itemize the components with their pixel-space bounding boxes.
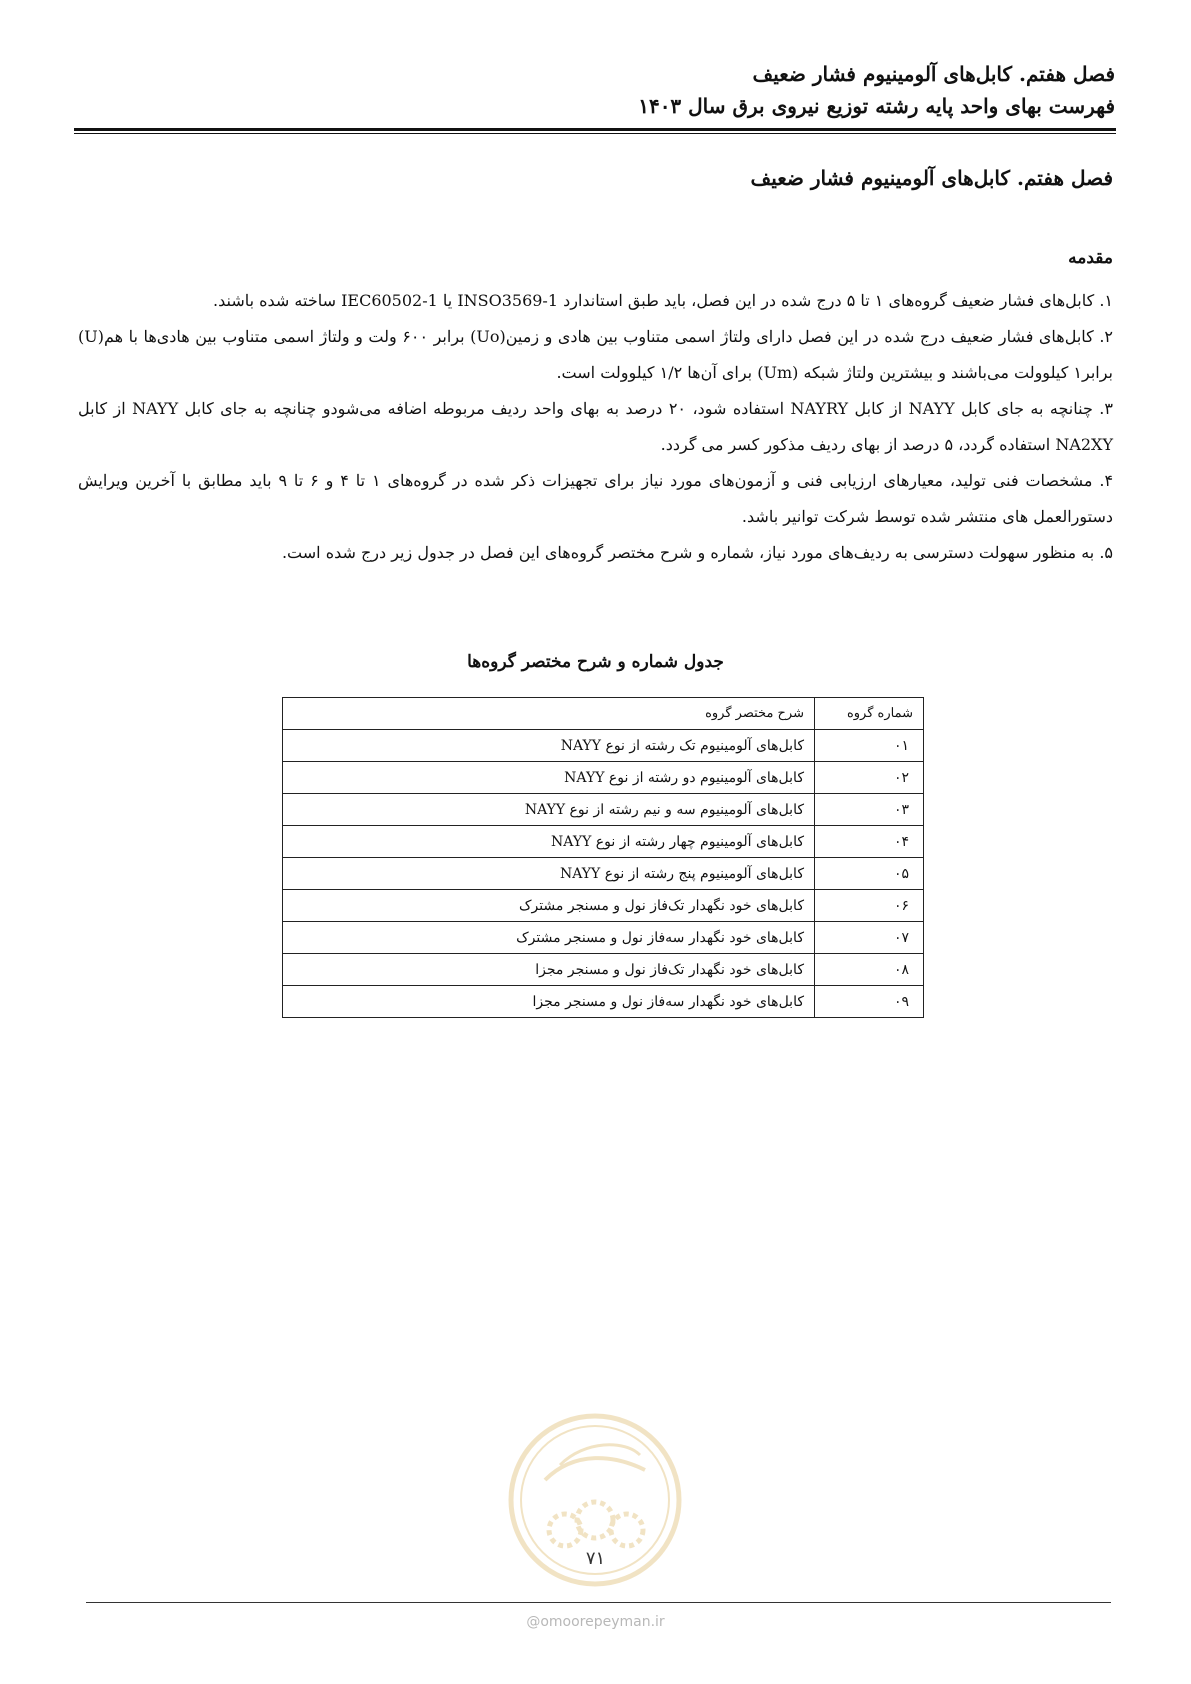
page-number: ۷۱ <box>585 1548 606 1569</box>
table-row <box>283 890 924 922</box>
table-row <box>283 762 924 794</box>
group-number: ۰۳ <box>815 794 924 826</box>
group-description: کابل‌های آلومینیوم پنج رشته از نوع NAYY <box>283 858 815 890</box>
group-number: ۰۲ <box>815 762 924 794</box>
group-number: ۰۶ <box>815 890 924 922</box>
groups-table <box>282 697 924 1018</box>
table-row <box>283 954 924 986</box>
paragraph-1: ۱. کابل‌های فشار ضعیف گروه‌های ۱ تا ۵ درج شده در این فصل، باید طبق استاندارد INSO3569-1 یا IEC60502-1 ساخته شده باشند. <box>213 291 1113 310</box>
table-row <box>283 986 924 1018</box>
footer-url: @omoorepeyman.ir <box>526 1614 665 1630</box>
group-description: کابل‌های خود نگهدار سه‌فاز نول و مسنجر مجزا <box>283 986 815 1018</box>
table-row <box>283 730 924 762</box>
paragraph-4: ۴. مشخصات فنی تولید، معیارهای ارزیابی فنی و آزمون‌های مورد نیاز برای تجهیزات ذکر شده در گروه‌های ۱ تا ۴ و ۶ تا ۹ باید مطابق با آخرین ویرایش دستورالعمل های منتشر شده توسط شرکت توانیر باشد. <box>78 471 1114 526</box>
intro-paragraphs <box>78 283 1113 571</box>
page-header <box>75 58 1115 122</box>
chapter-title: فصل هفتم. کابل‌های آلومینیوم فشار ضعیف <box>750 166 1113 190</box>
table-row <box>283 826 924 858</box>
group-description: کابل‌های آلومینیوم دو رشته از نوع NAYY <box>283 762 815 794</box>
header-divider-thin <box>74 133 1116 134</box>
paragraph-5: ۵. به منظور سهولت دسترسی به ردیف‌های مورد نیاز، شماره و شرح مختصر گروه‌های این فصل در جدول زیر درج شده است. <box>281 543 1113 562</box>
group-description: کابل‌های خود نگهدار سه‌فاز نول و مسنجر مشترک <box>283 922 815 954</box>
group-number: ۰۸ <box>815 954 924 986</box>
group-description: کابل‌های آلومینیوم سه و نیم رشته از نوع NAYY <box>283 794 815 826</box>
header-group-description: شرح مختصر گروه <box>283 698 815 730</box>
footer-divider <box>86 1602 1111 1603</box>
paragraph-3: ۳. چنانچه به جای کابل NAYY از کابل NAYRY استفاده شود، ۲۰ درصد به بهای واحد ردیف مربوطه اضافه می‌شودو چنانچه به جای کابل NAYY از کابل NA2XY استفاده گردد، ۵ درصد از بهای ردیف مذکور کسر می گردد. <box>78 399 1113 454</box>
header-document-title: فهرست بهای واحد پایه رشته توزیع نیروی برق سال ۱۴۰۳ <box>638 94 1115 118</box>
header-divider-thick <box>74 128 1116 131</box>
group-number: ۰۵ <box>815 858 924 890</box>
table-header-row <box>283 698 924 730</box>
header-group-number: شماره گروه <box>815 698 924 730</box>
table-row <box>283 858 924 890</box>
table-row <box>283 794 924 826</box>
group-description: کابل‌های آلومینیوم تک رشته از نوع NAYY <box>283 730 815 762</box>
group-number: ۰۹ <box>815 986 924 1018</box>
intro-heading: مقدمه <box>1068 248 1113 268</box>
group-description: کابل‌های خود نگهدار تک‌فاز نول و مسنجر مشترک <box>283 890 815 922</box>
table-title: جدول شماره و شرح مختصر گروه‌ها <box>467 652 724 672</box>
group-description: کابل‌های آلومینیوم چهار رشته از نوع NAYY <box>283 826 815 858</box>
group-number: ۰۴ <box>815 826 924 858</box>
group-description: کابل‌های خود نگهدار تک‌فاز نول و مسنجر مجزا <box>283 954 815 986</box>
paragraph-2: ۲. کابل‌های فشار ضعیف درج شده در این فصل دارای ولتاژ اسمی متناوب بین هادی و زمین(Uo) برابر ۶۰۰ ولت و ولتاژ اسمی متناوب بین هادی‌ها با هم(U) برابر۱ کیلوولت می‌باشند و بیشترین ولتاژ شبکه (Um) برای آن‌ها ۱/۲ کیلوولت است. <box>78 327 1114 382</box>
group-number: ۰۱ <box>815 730 924 762</box>
group-number: ۰۷ <box>815 922 924 954</box>
table-row <box>283 922 924 954</box>
header-chapter-title: فصل هفتم. کابل‌های آلومینیوم فشار ضعیف <box>752 62 1115 86</box>
